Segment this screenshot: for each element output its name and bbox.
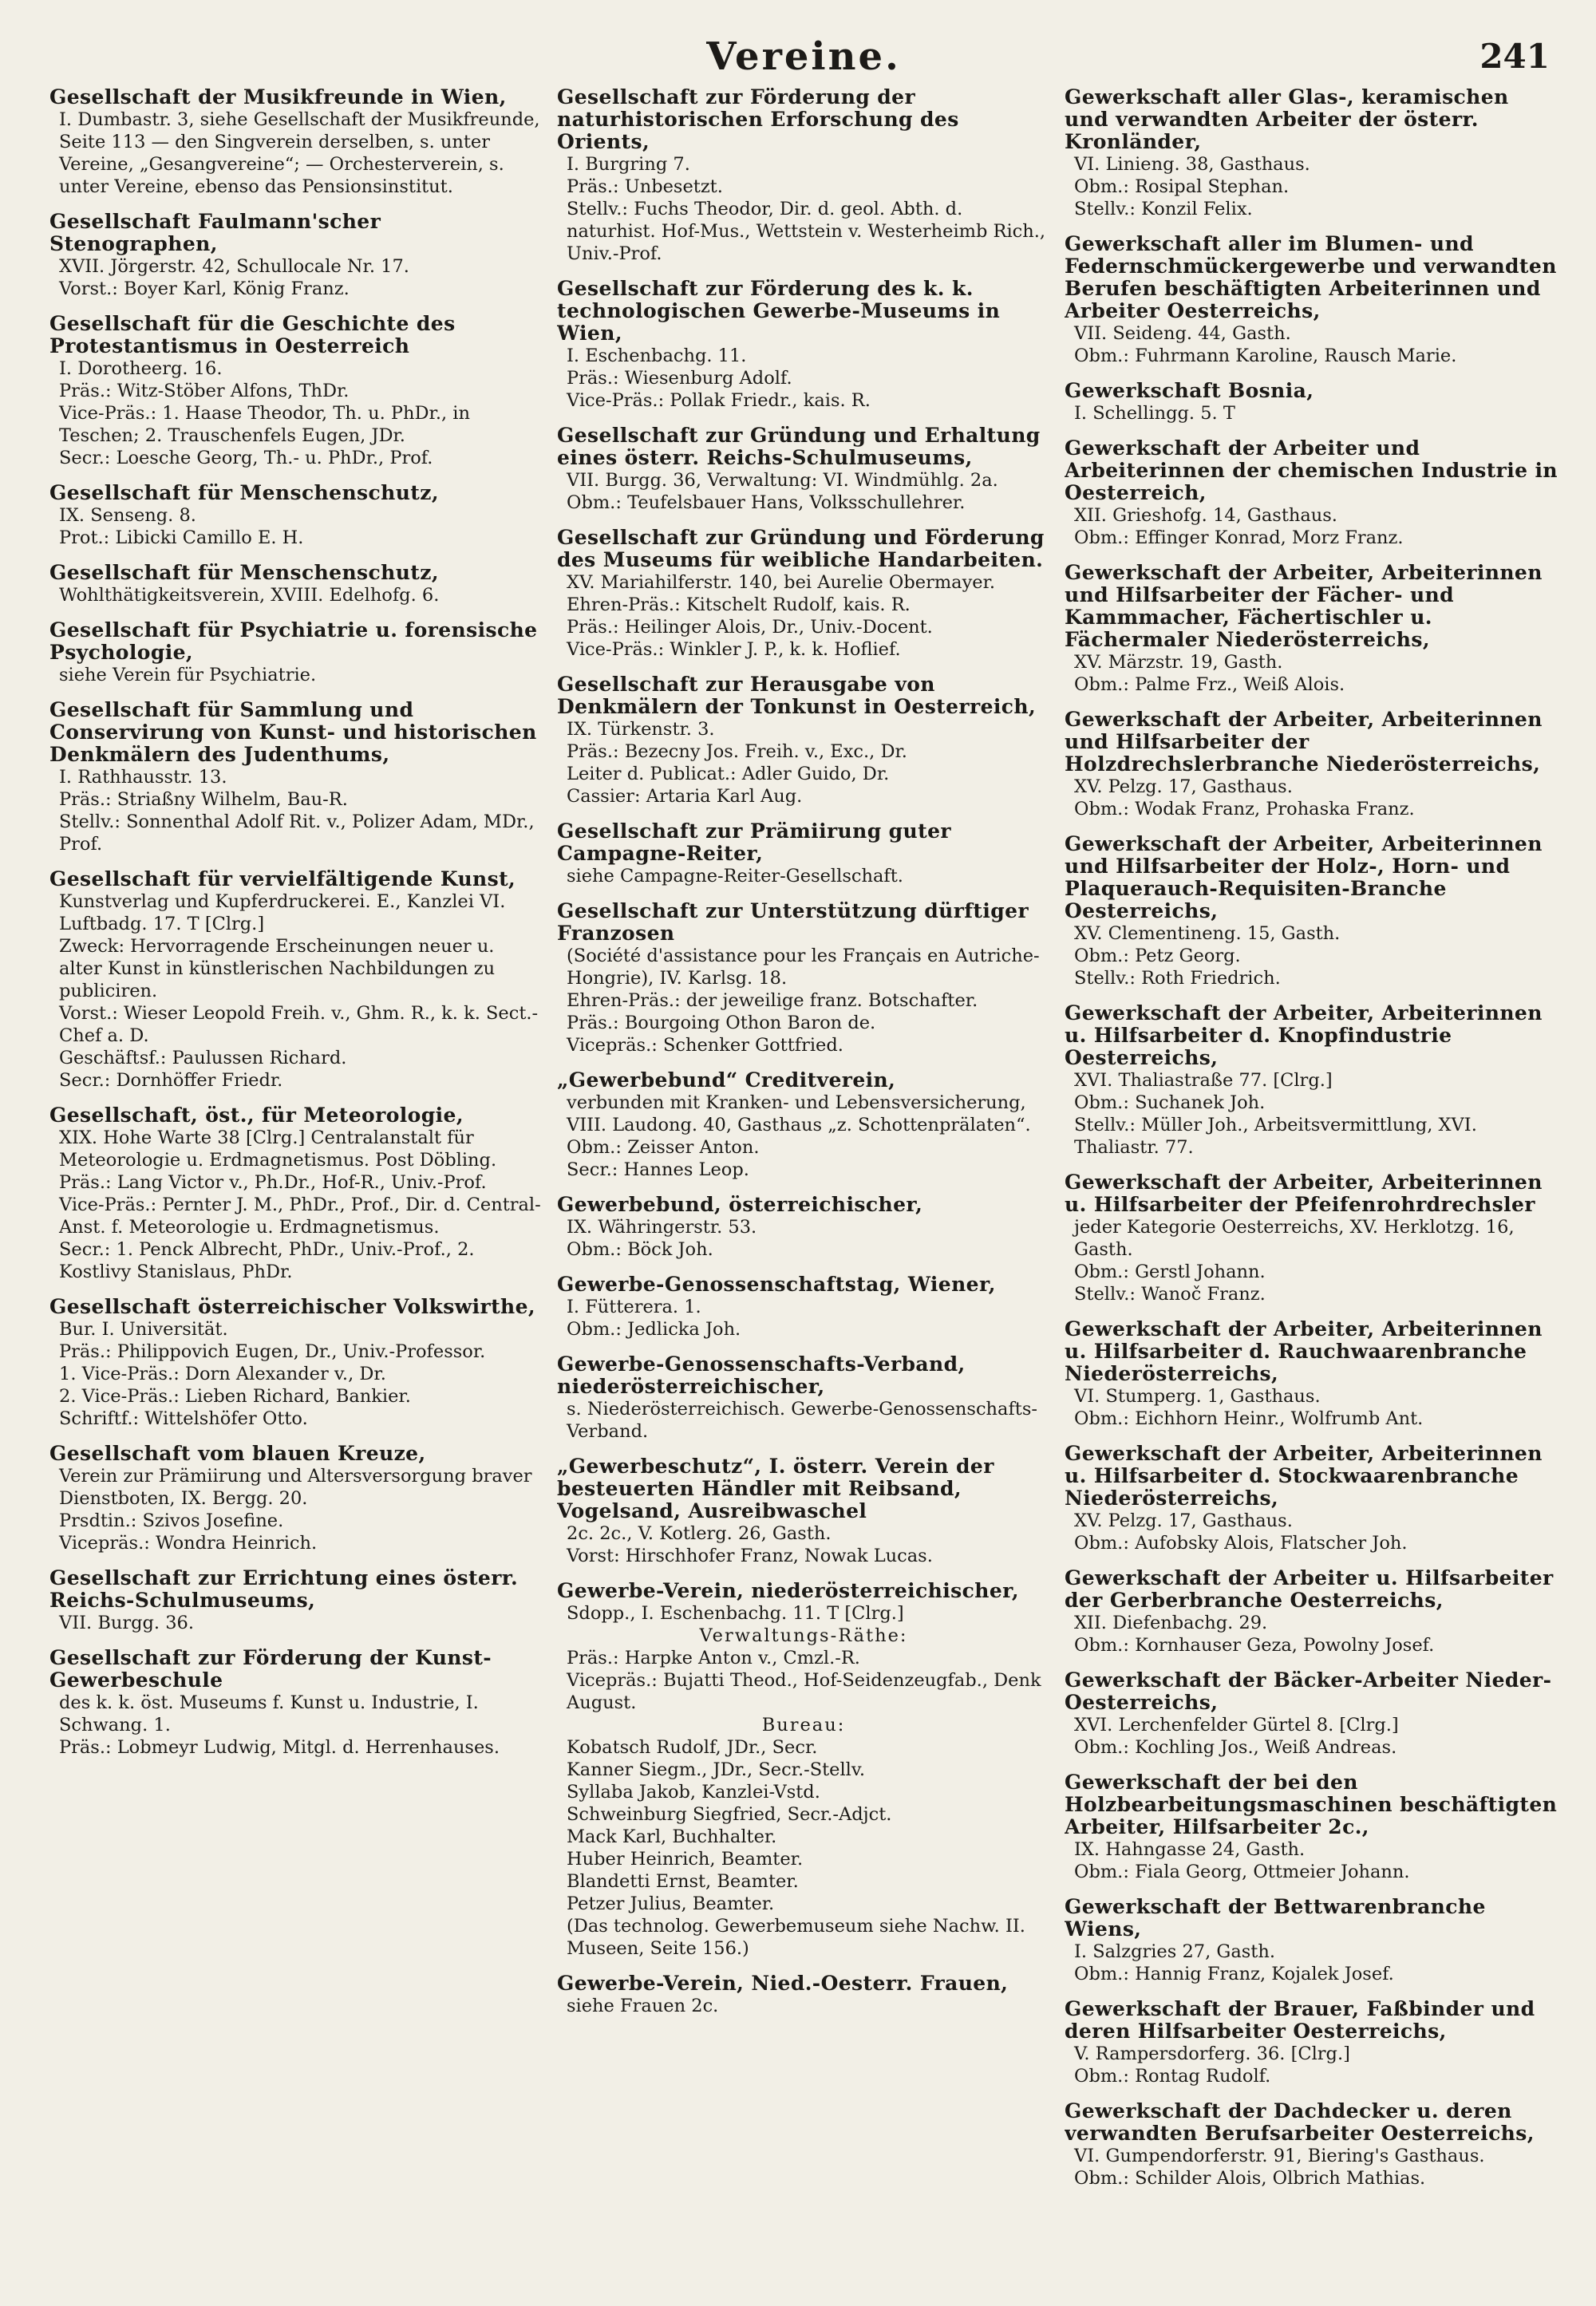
entry-line: Obm.: Rosipal Stephan. [1074,176,1290,197]
entry-name: Gesellschaft, öst., für Meteorologie, [49,1104,464,1127]
entry-line: XIX. Hohe Warte 38 [Clrg.] Centralanstalt für Meteorologie u. Erdmagnetismus. Post Döbling. [59,1127,497,1171]
entry-line: I. Rathhausstr. 13. [59,767,227,788]
entry-line: XVI. Thaliastraße 77. [Clrg.] [1074,1070,1333,1091]
entry-line: XV. Märzstr. 19, Gasth. [1074,652,1283,673]
entry-line: XII. Grieshofg. 14, Gasthaus. [1074,505,1337,526]
entry-line: Sdopp., I. Eschenbachg. 11. T [Clrg.] [567,1603,904,1624]
entry-name: Gesellschaft zur Förderung der Kunst-Gewerbeschule [49,1646,492,1692]
entry-line: Stellv.: Müller Joh., Arbeitsvermittlung, XVI. Thaliastr. 77. [1074,1115,1477,1158]
entry-name: Gewerbe-Verein, Nied.-Oesterr. Frauen, [557,1972,1009,1995]
entry-name: Gewerkschaft der Arbeiter und Arbeiterinnen der chemischen Industrie in Oesterreich, [1065,436,1558,504]
entry-line: Leiter d. Publicat.: Adler Guido, Dr. [567,764,890,784]
directory-entry [1065,1567,1558,1656]
entry-line: Vorst: Hirschhofer Franz, Nowak Lucas. [567,1546,933,1566]
directory-entry [1065,233,1558,367]
entry-name: Gesellschaft für die Geschichte des Protestantismus in Oesterreich [49,312,456,357]
entry-line: Huber Heinrich, Beamter. [567,1849,804,1870]
entry-line: s. Niederösterreichisch. Gewerbe-Genossenschafts-Verband. [567,1399,1037,1442]
entry-line: XVI. Lerchenfelder Gürtel 8. [Clrg.] [1074,1715,1399,1735]
entry-name: Gewerbe-Genossenschafts-Verband, niederösterreichischer, [557,1352,966,1398]
entry-line: I. Schellingg. 5. T [1074,403,1235,424]
entry-line: XV. Pelzg. 17, Gasthaus. [1074,1510,1293,1531]
entry-line: Obm.: Kornhauser Geza, Powolny Josef. [1074,1635,1435,1656]
entry-name: Gesellschaft zur Gründung und Erhaltung eines österr. Reichs-Schulmuseums, [557,424,1041,469]
entry-name: Gesellschaft zur Herausgabe von Denkmälern der Tonkunst in Oesterreich, [557,673,1037,718]
column-left [49,86,543,2202]
entry-line: Ehren-Präs.: Kitschelt Rudolf, kais. R. [567,594,911,615]
entry-line: IX. Währingerstr. 53. [567,1217,757,1238]
entry-line: Obm.: Hannig Franz, Kojalek Josef. [1074,1964,1394,1984]
directory-entry [1065,1669,1558,1759]
entry-line: Prsdtin.: Szivos Josefine. [59,1510,284,1531]
entry-name: Gewerkschaft aller Glas-, keramischen und verwandten Arbeiter der österr. Kronländer, [1065,86,1509,153]
entry-line: Obm.: Teufelsbauer Hans, Volksschullehrer. [567,492,966,513]
directory-entry [557,527,1050,661]
directory-entry [1065,380,1558,424]
entry-line: Vice-Präs.: Winkler J. P., k. k. Hoflief. [567,639,901,660]
entry-line: jeder Kategorie Oesterreichs, XV. Herklotzg. 16, Gasth. [1074,1217,1515,1260]
entry-line: I. Salzgries 27, Gasth. [1074,1941,1275,1962]
entry-line: Obm.: Rontag Rudolf. [1074,2066,1271,2087]
directory-entry [49,1647,543,1759]
directory-entry [49,1443,543,1554]
entry-line: VI. Linieng. 38, Gasthaus. [1074,154,1310,175]
entry-name: Gesellschaft zur Prämiirung guter Campagne-Reiter, [557,819,951,865]
directory-entry [49,562,543,606]
entry-line: 2. Vice-Präs.: Lieben Richard, Bankier. [59,1386,411,1407]
entry-line: XV. Mariahilferstr. 140, bei Aurelie Obermayer. [567,572,996,593]
entry-line: Stellv.: Konzil Felix. [1074,199,1253,219]
entry-name: Gesellschaft zur Förderung der naturhistorischen Erforschung des Orients, [557,86,959,153]
directory-entry [1065,1171,1558,1305]
entry-name: Gewerkschaft der Arbeiter, Arbeiterinnen und Hilfsarbeiter der Fächer- und Kammmacher, Fächertischler u. Fächermaler Niederösterreichs, [1065,561,1543,651]
entry-line: Präs.: Unbesetzt. [567,176,723,197]
entry-name: Gesellschaft für Menschenschutz, [49,481,439,504]
entry-line: Ehren-Präs.: der jeweilige franz. Botschafter. [567,990,978,1011]
entry-name: Gewerkschaft aller im Blumen- und Federnschmückergewerbe und verwandten Berufen beschäftigten Arbeiterinnen und Arbeiter Oesterreichs, [1065,232,1557,322]
entry-name: Gewerbe-Genossenschaftstag, Wiener, [557,1273,996,1296]
directory-entry [49,482,543,549]
directory-entry [557,86,1050,265]
entry-line: Präs.: Witz-Stöber Alfons, ThDr. [59,381,350,401]
entry-line: Wohlthätigkeitsverein, XVIII. Edelhofg. 6. [59,585,440,606]
entry-name: Gesellschaft vom blauen Kreuze, [49,1442,426,1465]
entry-line: 1. Vice-Präs.: Dorn Alexander v., Dr. [59,1364,386,1384]
entry-name: Gewerkschaft der Bettwarenbranche Wiens, [1065,1895,1486,1941]
entry-line: Vorst.: Wieser Leopold Freih. v., Ghm. R., k. k. Sect.-Chef a. D. [59,1003,539,1046]
directory-entry [1065,709,1558,820]
entry-line: Präs.: Lang Victor v., Ph.Dr., Hof-R., Univ.-Prof. [59,1172,487,1193]
entry-name: Gesellschaft zur Förderung des k. k. technologischen Gewerbe-Museums in Wien, [557,277,1001,345]
columns [49,86,1558,2202]
directory-entry [1065,2100,1558,2190]
entry-line: Obm.: Eichhorn Heinr., Wolfrumb Ant. [1074,1408,1424,1429]
entry-line: V. Rampersdorferg. 36. [Clrg.] [1074,2043,1350,2064]
entry-line: Secr.: 1. Penck Albrecht, PhDr., Univ.-Prof., 2. Kostlivy Stanislaus, PhDr. [59,1239,475,1282]
entry-name: Gewerkschaft der Arbeiter, Arbeiterinnen und Hilfsarbeiter der Holz-, Horn- und Plaquerauch-Requisiten-Branche Oesterreichs, [1065,832,1543,922]
entry-line: Vice-Präs.: 1. Haase Theodor, Th. u. PhDr., in Teschen; 2. Trauschenfels Eugen, JDr. [59,403,470,446]
entry-line: Schriftf.: Wittelshöfer Otto. [59,1408,308,1429]
entry-line: Vicepräs.: Wondra Heinrich. [59,1533,318,1554]
entry-name: Gewerbebund, österreichischer, [557,1193,923,1216]
entry-line: Zweck: Hervorragende Erscheinungen neuer u. alter Kunst in künstlerischen Nachbildungen zu publiciren. [59,936,496,1001]
entry-line: Obm.: Jedlicka Joh. [567,1319,741,1340]
directory-entry [557,1069,1050,1181]
directory-entry [557,1580,1050,1960]
entry-line: Kanner Siegm., JDr., Secr.-Stellv. [567,1759,866,1780]
directory-entry [49,86,543,198]
entry-line: I. Burgring 7. [567,154,690,175]
entry-line: Cassier: Artaria Karl Aug. [567,786,803,807]
entry-line: Syllaba Jakob, Kanzlei-Vstd. [567,1782,820,1803]
directory-entry [49,1296,543,1430]
column-middle [557,86,1050,2202]
entry-line: Obm.: Aufobsky Alois, Flatscher Joh. [1074,1533,1408,1554]
entry-line: I. Eschenbachg. 11. [567,346,747,366]
entry-line: Präs.: Harpke Anton v., Cmzl.-R. [567,1648,860,1668]
entry-line: Schweinburg Siegfried, Secr.-Adjct. [567,1804,892,1825]
entry-line: Stellv.: Roth Friedrich. [1074,968,1281,989]
entry-line: Vicepräs.: Bujatti Theod., Hof-Seidenzeugfab., Denk August. [567,1670,1041,1713]
entry-line: Präs.: Lobmeyr Ludwig, Mitgl. d. Herrenhauses. [59,1737,500,1758]
entry-line: des k. k. öst. Museums f. Kunst u. Industrie, I. Schwang. 1. [59,1692,479,1735]
entry-line: I. Dorotheerg. 16. [59,358,223,379]
entry-name: Gesellschaft für Psychiatrie u. forensische Psychologie, [49,618,538,664]
directory-entry [49,868,543,1092]
entry-line: Vicepräs.: Schenker Gottfried. [567,1035,843,1056]
directory-entry [49,1567,543,1634]
entry-name: Gewerkschaft der Arbeiter, Arbeiterinnen u. Hilfsarbeiter der Pfeifenrohrdrechsler [1065,1171,1543,1216]
entry-name: Gesellschaft zur Unterstützung dürftiger Franzosen [557,899,1029,945]
directory-entry [557,900,1050,1056]
entry-name: Gewerkschaft der Arbeiter, Arbeiterinnen und Hilfsarbeiter der Holzdrechslerbranche Niederösterreichs, [1065,708,1543,776]
entry-line: IX. Senseng. 8. [59,505,196,526]
directory-entry [557,673,1050,807]
directory-entry [49,1104,543,1283]
directory-entry [49,211,543,300]
entry-line: Vorst.: Boyer Karl, König Franz. [59,278,350,299]
entry-name: „Gewerbebund“ Creditverein, [557,1068,896,1092]
entry-name: Gewerkschaft der bei den Holzbearbeitungsmaschinen beschäftigten Arbeiter, Hilfsarbeiter 2c., [1065,1771,1558,1838]
entry-name: Gewerkschaft der Arbeiter, Arbeiterinnen u. Hilfsarbeiter d. Knopfindustrie Oesterreichs, [1065,1001,1543,1069]
entry-line: Obm.: Palme Frz., Weiß Alois. [1074,674,1345,695]
entry-line: Obm.: Böck Joh. [567,1239,713,1260]
entry-line: Bur. I. Universität. [59,1319,228,1340]
entry-line: 2c. 2c., V. Kotlerg. 26, Gasth. [567,1523,832,1544]
directory-entry [557,1972,1050,2017]
directory-entry [49,619,543,686]
directory-entry [557,1455,1050,1567]
directory-entry [1065,86,1558,220]
entry-line: Kobatsch Rudolf, JDr., Secr. [567,1737,818,1758]
entry-line: Obm.: Kochling Jos., Weiß Andreas. [1074,1737,1397,1758]
entry-line: VI. Stumperg. 1, Gasthaus. [1074,1386,1321,1407]
directory-entry [557,1353,1050,1443]
entry-line: Obm.: Effinger Konrad, Morz Franz. [1074,527,1404,548]
entry-line: Bureau: [761,1715,846,1735]
directory-entry [49,313,543,469]
directory-entry [1065,1771,1558,1883]
entry-line: Petzer Julius, Beamter. [567,1893,775,1914]
entry-line: XV. Clementineng. 15, Gasth. [1074,923,1341,944]
entry-name: Gewerkschaft Bosnia, [1065,379,1314,402]
directory-entry [557,424,1050,514]
entry-line: VI. Gumpendorferstr. 91, Biering's Gasthaus. [1074,2146,1485,2166]
entry-name: Gewerkschaft der Bäcker-Arbeiter Nieder-Oesterreichs, [1065,1668,1552,1714]
directory-entry [1065,833,1558,989]
entry-name: Gewerkschaft der Arbeiter u. Hilfsarbeiter der Gerberbranche Oesterreichs, [1065,1566,1554,1612]
entry-line: Obm.: Fiala Georg, Ottmeier Johann. [1074,1862,1410,1882]
directory-entry [1065,437,1558,549]
entry-line: Prot.: Libicki Camillo E. H. [59,527,304,548]
directory-entry [1065,1002,1558,1159]
entry-line: Obm.: Gerstl Johann. [1074,1262,1266,1282]
entry-line: Präs.: Bourgoing Othon Baron de. [567,1013,876,1033]
entry-line: Obm.: Suchanek Joh. [1074,1092,1266,1113]
entry-name: Gesellschaft für Sammlung und Conservirung von Kunst- und historischen Denkmälern des Judenthums, [49,698,537,766]
entry-name: Gewerkschaft der Arbeiter, Arbeiterinnen u. Hilfsarbeiter d. Rauchwaarenbranche Niederösterreichs, [1065,1317,1543,1385]
entry-line: VII. Burgg. 36. [59,1613,195,1633]
entry-line: XII. Diefenbachg. 29. [1074,1613,1268,1633]
entry-line: Verein zur Prämiirung und Altersversorgung braver Dienstboten, IX. Bergg. 20. [59,1466,532,1509]
directory-entry [557,278,1050,412]
directory-entry [49,699,543,855]
entry-line: Obm.: Fuhrmann Karoline, Rausch Marie. [1074,346,1457,366]
entry-line: IX. Türkenstr. 3. [567,719,715,740]
entry-line: Blandetti Ernst, Beamter. [567,1871,799,1892]
entry-line: Verwaltungs-Räthe: [699,1625,908,1646]
page-title: Vereine. [706,34,901,79]
entry-line: Obm.: Wodak Franz, Prohaska Franz. [1074,799,1415,819]
entry-line: (Société d'assistance pour les Français en Autriche-Hongrie), IV. Karlsg. 18. [567,946,1040,989]
directory-entry [1065,1443,1558,1554]
entry-line: XVII. Jörgerstr. 42, Schullocale Nr. 17. [59,256,409,277]
entry-line: I. Fütterera. 1. [567,1297,701,1317]
directory-entry [1065,1896,1558,1985]
entry-line: siehe Verein für Psychiatrie. [59,665,317,685]
entry-line: Secr.: Hannes Leop. [567,1159,749,1180]
entry-name: Gesellschaft österreichischer Volkswirthe, [49,1295,535,1318]
entry-name: Gesellschaft für Menschenschutz, [49,561,439,584]
column-right [1065,86,1558,2202]
entry-line: Obm.: Zeisser Anton. [567,1137,760,1158]
directory-entry [557,1194,1050,1261]
entry-line: Präs.: Philippovich Eugen, Dr., Univ.-Professor. [59,1341,486,1362]
entry-line: Präs.: Wiesenburg Adolf. [567,368,792,389]
entry-line: Stellv.: Fuchs Theodor, Dir. d. geol. Abth. d. naturhist. Hof-Mus., Wettstein v. Westerheimb Rich., Univ.-Prof. [567,199,1046,264]
entry-name: Gesellschaft Faulmann'scher Stenographen, [49,210,381,255]
entry-line: Mack Karl, Buchhalter. [567,1826,777,1847]
entry-line: Secr.: Loesche Georg, Th.- u. PhDr., Prof. [59,448,433,468]
entry-name: Gewerbe-Verein, niederösterreichischer, [557,1579,1019,1602]
entry-line: (Das technolog. Gewerbemuseum siehe Nachw. II. Museen, Seite 156.) [567,1916,1025,1959]
directory-entry [557,820,1050,887]
directory-entry [1065,1318,1558,1430]
entry-line: IX. Hahngasse 24, Gasth. [1074,1839,1306,1860]
entry-line: Präs.: Heilinger Alois, Dr., Univ.-Docent. [567,617,933,638]
entry-line: siehe Frauen 2c. [567,1996,719,2016]
entry-line: XV. Pelzg. 17, Gasthaus. [1074,776,1293,797]
entry-line: VII. Seideng. 44, Gasth. [1074,323,1291,344]
entry-name: „Gewerbeschutz“, I. österr. Verein der besteuerten Händler mit Reibsand, Vogelsand, Ausreibwaschel [557,1455,994,1522]
entry-name: Gewerkschaft der Brauer, Faßbinder und deren Hilfsarbeiter Oesterreichs, [1065,1997,1535,2043]
entry-line: siehe Campagne-Reiter-Gesellschaft. [567,866,903,886]
entry-line: Obm.: Petz Georg. [1074,946,1241,966]
directory-entry [1065,562,1558,696]
entry-line: Vice-Präs.: Pernter J. M., PhDr., Prof., Dir. d. Central-Anst. f. Meteorologie u. Erdmagnetismus. [59,1194,541,1238]
entry-name: Gesellschaft zur Errichtung eines österr. Reichs-Schulmuseums, [49,1566,519,1612]
entry-line: Geschäftsf.: Paulussen Richard. [59,1048,347,1068]
entry-line: Kunstverlag und Kupferdruckerei. E., Kanzlei VI. Luftbadg. 17. T [Clrg.] [59,891,506,934]
entry-line: Obm.: Schilder Alois, Olbrich Mathias. [1074,2168,1426,2189]
directory-entry [1065,1998,1558,2087]
entry-name: Gewerkschaft der Arbeiter, Arbeiterinnen u. Hilfsarbeiter d. Stockwaarenbranche Niederösterreichs, [1065,1442,1543,1510]
entry-line: VII. Burgg. 36, Verwaltung: VI. Windmühlg. 2a. [567,470,998,491]
entry-line: Stellv.: Sonnenthal Adolf Rit. v., Polizer Adam, MDr., Prof. [59,811,535,855]
entry-line: Vice-Präs.: Pollak Friedr., kais. R. [567,390,871,411]
entry-line: Secr.: Dornhöffer Friedr. [59,1070,283,1091]
page-header [49,32,1558,81]
entry-name: Gesellschaft der Musikfreunde in Wien, [49,86,507,109]
page-number: 241 [1479,37,1550,76]
entry-line: Präs.: Striaßny Wilhelm, Bau-R. [59,789,348,810]
entry-line: Präs.: Bezecny Jos. Freih. v., Exc., Dr. [567,741,907,762]
entry-line: verbunden mit Kranken- und Lebensversicherung, VIII. Laudong. 40, Gasthaus „z. Schottenprälaten“. [567,1092,1031,1135]
entry-name: Gewerkschaft der Dachdecker u. deren verwandten Berufsarbeiter Oesterreichs, [1065,2099,1535,2145]
entry-name: Gesellschaft für vervielfältigende Kunst, [49,867,516,890]
entry-line: Stellv.: Wanoč Franz. [1074,1284,1266,1305]
entry-name: Gesellschaft zur Gründung und Förderung des Museums für weibliche Handarbeiten. [557,526,1045,571]
directory-entry [557,1273,1050,1341]
entry-line: I. Dumbastr. 3, siehe Gesellschaft der Musikfreunde, Seite 113 — den Singverein derselben, s. unter Vereine, „Gesangvereine“; — Orchesterverein, s. unter Vereine, ebenso das Pensionsinstitut. [59,109,540,197]
